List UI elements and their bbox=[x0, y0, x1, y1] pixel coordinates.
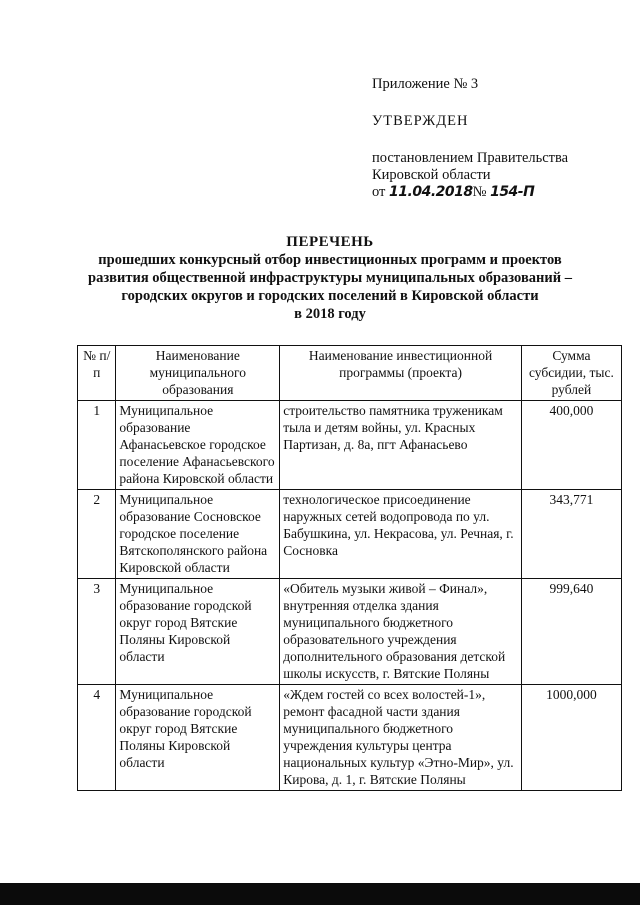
table-header-row bbox=[78, 346, 622, 401]
scan-edge-bar bbox=[0, 883, 640, 905]
title-line-4: в 2018 году bbox=[294, 306, 366, 322]
row-num: 2 bbox=[78, 490, 116, 579]
resolution-line-2: Кировской области bbox=[372, 167, 491, 183]
table-row bbox=[78, 401, 622, 490]
row-project: технологическое присоединение наружных сетей водопровода по ул. Бабушкина, ул. Некрасова, ул. Речная, г. Сосновка bbox=[280, 490, 522, 579]
row-num: 4 bbox=[78, 685, 116, 791]
row-project: «Обитель музыки живой – Финал», внутренняя отделка здания муниципального бюджетного образовательного учреждения дополнительного образования детской школы искусств, г. Вятские Поляны bbox=[280, 579, 522, 685]
header-municipality: Наименование муниципального образования bbox=[116, 346, 280, 401]
handwritten-date: 11.04.2018 bbox=[389, 184, 473, 200]
row-num: 3 bbox=[78, 579, 116, 685]
title-line-1: прошедших конкурсный отбор инвестиционных программ и проектов bbox=[98, 252, 562, 268]
table-row bbox=[78, 490, 622, 579]
header-num: № п/п bbox=[78, 346, 116, 401]
header-project: Наименование инвестиционной программы (проекта) bbox=[280, 346, 522, 401]
header-sum: Сумма субсидии, тыс. рублей bbox=[521, 346, 621, 401]
table-row bbox=[78, 685, 622, 791]
resolution-line-1: постановлением Правительства bbox=[372, 150, 569, 166]
title-line-3: городских округов и городских поселений в Кировской области bbox=[121, 288, 539, 304]
from-prefix: от bbox=[372, 184, 386, 200]
number-prefix: № bbox=[472, 184, 487, 200]
row-sum: 999,640 bbox=[521, 579, 621, 685]
table-row bbox=[78, 579, 622, 685]
title-main: ПЕРЕЧЕНЬ bbox=[286, 234, 374, 250]
title-line-2: развития общественной инфраструктуры муниципальных образований – bbox=[88, 270, 572, 286]
appendix-label: Приложение № 3 bbox=[372, 76, 479, 92]
row-sum: 1000,000 bbox=[521, 685, 621, 791]
row-sum: 343,771 bbox=[521, 490, 621, 579]
row-project: строительство памятника труженикам тыла и детям войны, ул. Красных Партизан, д. 8а, пгт Афанасьево bbox=[280, 401, 522, 490]
handwritten-number: 154-П bbox=[490, 184, 535, 200]
document-title bbox=[40, 233, 620, 323]
resolution-date-line bbox=[372, 184, 612, 201]
row-sum: 400,000 bbox=[521, 401, 621, 490]
projects-table bbox=[77, 345, 622, 791]
resolution-block bbox=[372, 150, 612, 201]
row-num: 1 bbox=[78, 401, 116, 490]
row-municipality: Муниципальное образование Сосновское городское поселение Вятскополянского района Кировской области bbox=[116, 490, 280, 579]
row-municipality: Муниципальное образование городской округ город Вятские Поляны Кировской области bbox=[116, 579, 280, 685]
row-project: «Ждем гостей со всех волостей-1», ремонт фасадной части здания муниципального бюджетного учреждения культуры центра национальных культур «Этно-Мир», ул. Кирова, д. 1, г. Вятские Поляны bbox=[280, 685, 522, 791]
row-municipality: Муниципальное образование Афанасьевское городское поселение Афанасьевского района Кировской области bbox=[116, 401, 280, 490]
row-municipality: Муниципальное образование городской округ город Вятские Поляны Кировской области bbox=[116, 685, 280, 791]
approved-label: УТВЕРЖДЕН bbox=[372, 113, 469, 129]
